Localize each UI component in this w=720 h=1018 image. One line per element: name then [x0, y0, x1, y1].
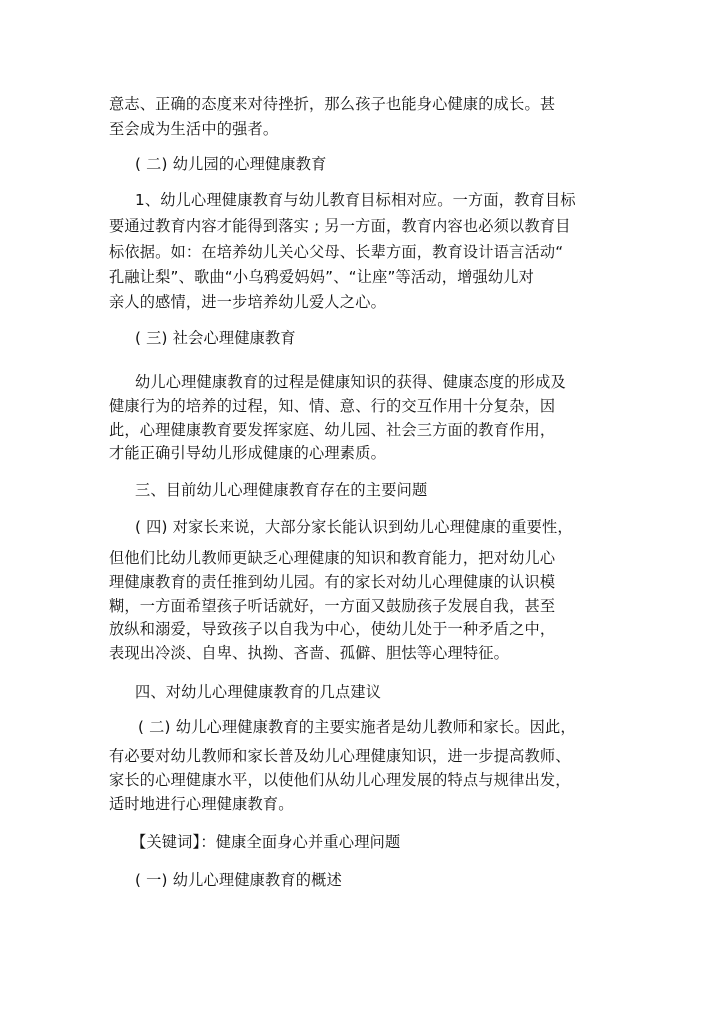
- paragraph-line: 有必要对幼儿教师和家长普及幼儿心理健康知识，进一步提高教师、: [109, 747, 571, 765]
- paragraph-line: 至会成为生活中的强者。: [109, 120, 279, 138]
- paragraph-line: 幼儿心理健康教育的过程是健康知识的获得、健康态度的形成及: [135, 373, 566, 391]
- paragraph-line: 表现出冷淡、自卑、执拗、吝啬、孤僻、胆怯等心理特征。: [109, 644, 510, 662]
- paragraph-line: 亲人的感情，进一步培养幼儿爱人之心。: [109, 293, 386, 311]
- section-heading: ( 二) 幼儿园的心理健康教育: [135, 155, 327, 173]
- paragraph-line: 1、幼儿心理健康教育与幼儿教育目标相对应。一方面，教育目标: [135, 191, 576, 209]
- paragraph-line: 才能正确引导幼儿形成健康的心理素质。: [109, 444, 386, 462]
- paragraph-line: 意志、正确的态度来对待挫折，那么孩子也能身心健康的成长。甚: [109, 95, 556, 113]
- section-heading: 四、对幼儿心理健康教育的几点建议: [135, 683, 382, 701]
- paragraph-line: 适时地进行心理健康教育。: [109, 795, 294, 813]
- paragraph-line: 此，心理健康教育要发挥家庭、幼儿园、社会三方面的教育作用，: [109, 421, 556, 439]
- paragraph-line: 放纵和溺爱，导致孩子以自我为中心，使幼儿处于一种矛盾之中，: [109, 620, 556, 638]
- paragraph-line: 标依据。如：在培养幼儿关心父母、长辈方面，教育设计语言活动“: [109, 243, 564, 261]
- paragraph-line: 孔融让梨”、歌曲“小乌鸦爱妈妈”、“让座”等活动，增强幼儿对: [109, 268, 535, 286]
- paragraph-line: ( 四) 对家长来说，大部分家长能认识到幼儿心理健康的重要性，: [135, 518, 573, 536]
- section-heading: 三、目前幼儿心理健康教育存在的主要问题: [135, 481, 428, 499]
- section-heading: ( 一) 幼儿心理健康教育的概述: [135, 871, 342, 889]
- section-heading: ( 三) 社会心理健康教育: [135, 329, 296, 347]
- paragraph-line: ( 二) 幼儿心理健康教育的主要实施者是幼儿教师和家长。因此，: [138, 718, 576, 736]
- paragraph-line: 要通过教育内容才能得到落实 ; 另一方面，教育内容也必须以教育目: [109, 217, 571, 235]
- keywords-line: 【关键词】：健康全面身心并重心理问题: [131, 833, 401, 851]
- paragraph-line: 健康行为的培养的过程，知、情、意、行的交互作用十分复杂，因: [109, 397, 556, 415]
- paragraph-line: 糊，一方面希望孩子听话就好，一方面又鼓励孩子发展自我，甚至: [109, 597, 556, 615]
- paragraph-line: 理健康教育的责任推到幼儿园。有的家长对幼儿心理健康的认识模: [109, 573, 556, 591]
- paragraph-line: 家长的心理健康水平，以使他们从幼儿心理发展的特点与规律出发，: [109, 771, 571, 789]
- paragraph-line: 但他们比幼儿教师更缺乏心理健康的知识和教育能力，把对幼儿心: [109, 549, 556, 567]
